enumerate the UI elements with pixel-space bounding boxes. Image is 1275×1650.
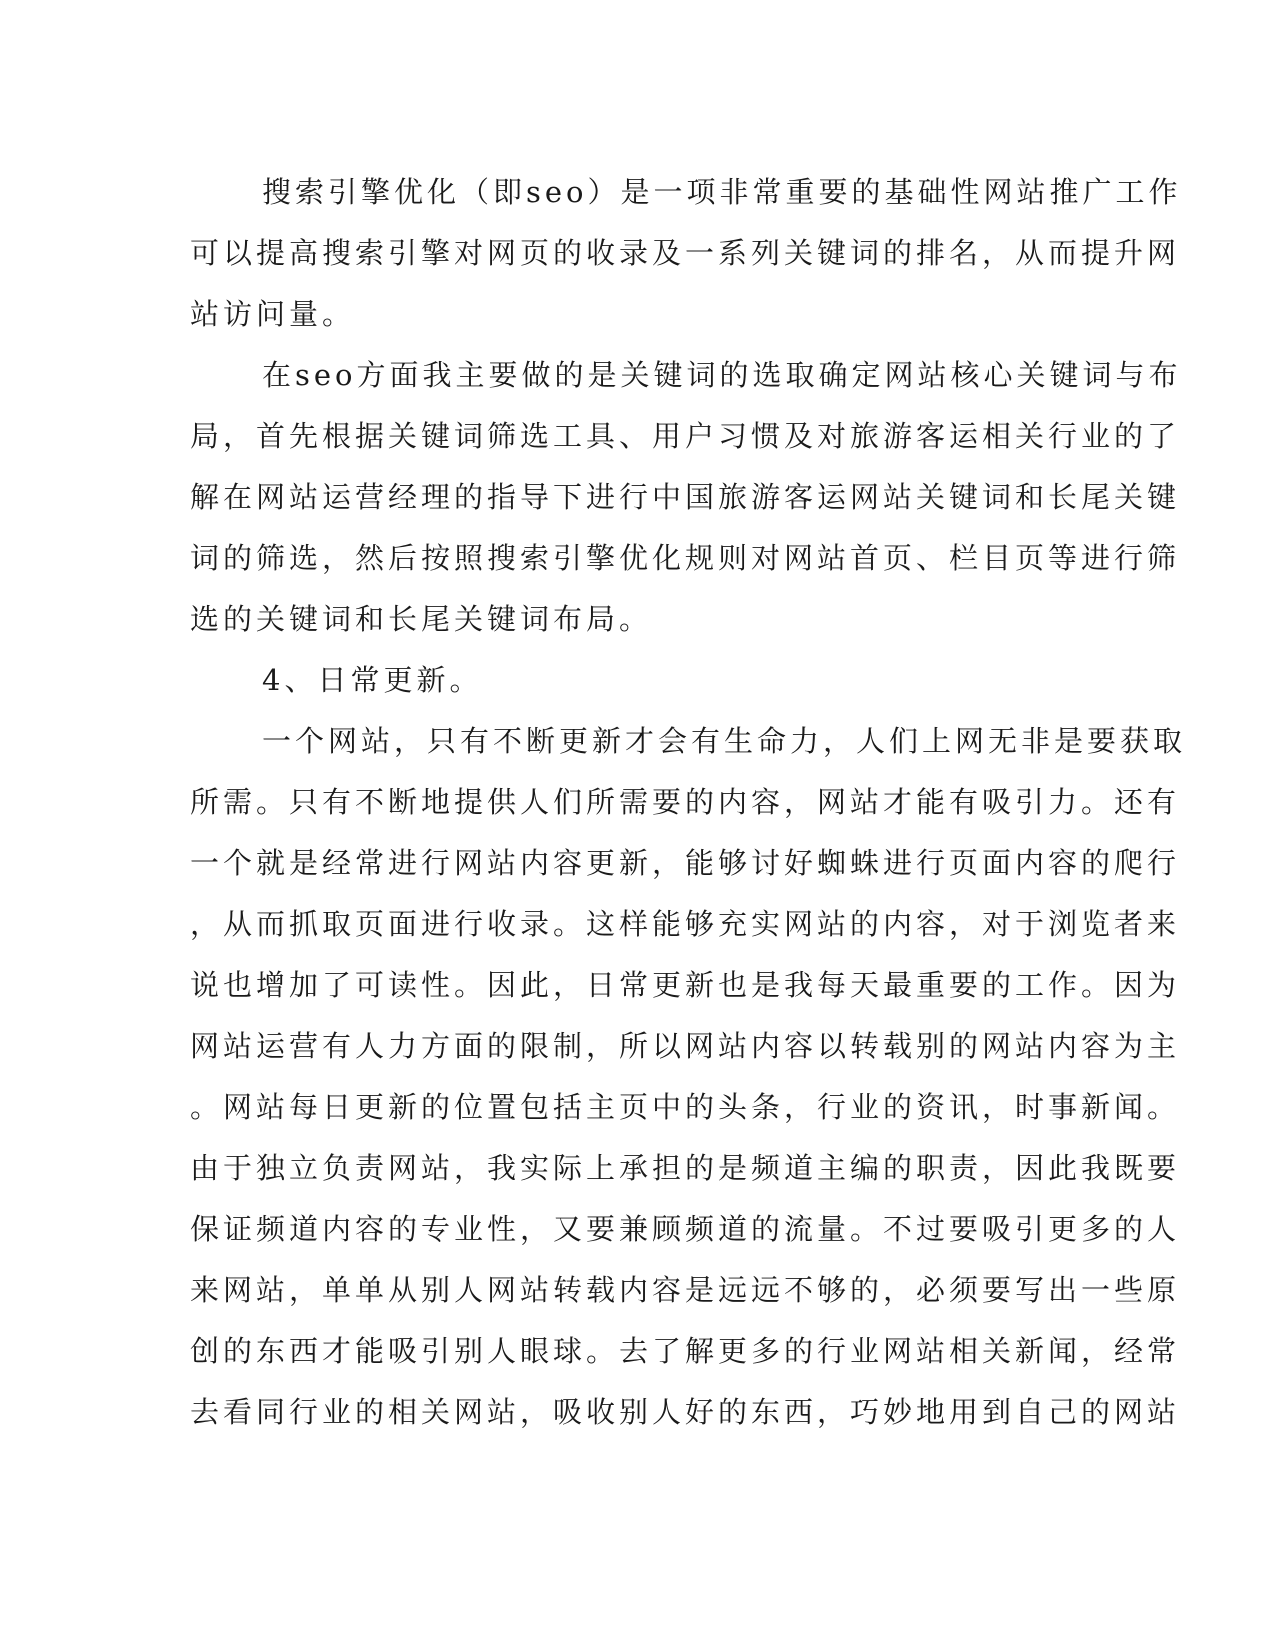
paragraph-seo-line-3: 站访问量。: [190, 297, 356, 331]
paragraph-keywords-line-3: 解在网站运营经理的指导下进行中国旅游客运网站关键词和长尾关键: [190, 480, 1181, 514]
document-body: [190, 162, 1187, 1443]
paragraph-update-line-11: 创的东西才能吸引别人眼球。去了解更多的行业网站相关新闻，经常: [190, 1334, 1181, 1368]
paragraph-keywords-line-1: 在seo方面我主要做的是关键词的选取确定网站核心关键词与布: [262, 358, 1182, 392]
paragraph-update-line-3: 一个就是经常进行网站内容更新，能够讨好蜘蛛进行页面内容的爬行: [190, 846, 1181, 880]
paragraph-keywords-line-2: 局，首先根据关键词筛选工具、用户习惯及对旅游客运相关行业的了: [190, 419, 1181, 453]
paragraph-update-line-10: 来网站，单单从别人网站转载内容是远远不够的，必须要写出一些原: [190, 1273, 1181, 1307]
paragraph-update-line-7: 。网站每日更新的位置包括主页中的头条，行业的资讯，时事新闻。: [190, 1090, 1181, 1124]
paragraph-update-line-1: 一个网站，只有不断更新才会有生命力，人们上网无非是要获取: [262, 724, 1187, 758]
paragraph-seo-line-1: 搜索引擎优化（即seo）是一项非常重要的基础性网站推广工作: [262, 175, 1182, 209]
paragraph-update-line-4: ，从而抓取页面进行收录。这样能够充实网站的内容，对于浏览者来: [190, 907, 1181, 941]
paragraph-keywords-line-5: 选的关键词和长尾关键词布局。: [190, 602, 653, 636]
paragraph-keywords-line-4: 词的筛选，然后按照搜索引擎优化规则对网站首页、栏目页等进行筛: [190, 541, 1181, 575]
paragraph-update-line-12: 去看同行业的相关网站，吸收别人好的东西，巧妙地用到自己的网站: [190, 1395, 1181, 1429]
paragraph-update-line-9: 保证频道内容的专业性，又要兼顾频道的流量。不过要吸引更多的人: [190, 1212, 1181, 1246]
paragraph-seo-line-2: 可以提高搜索引擎对网页的收录及一系列关键词的排名，从而提升网: [190, 236, 1181, 270]
paragraph-update-line-6: 网站运营有人力方面的限制，所以网站内容以转载别的网站内容为主: [190, 1029, 1181, 1063]
section-heading-daily-update: 4、日常更新。: [262, 663, 483, 697]
paragraph-update-line-5: 说也增加了可读性。因此，日常更新也是我每天最重要的工作。因为: [190, 968, 1181, 1002]
paragraph-update-line-8: 由于独立负责网站，我实际上承担的是频道主编的职责，因此我既要: [190, 1151, 1181, 1185]
paragraph-update-line-2: 所需。只有不断地提供人们所需要的内容，网站才能有吸引力。还有: [190, 785, 1181, 819]
